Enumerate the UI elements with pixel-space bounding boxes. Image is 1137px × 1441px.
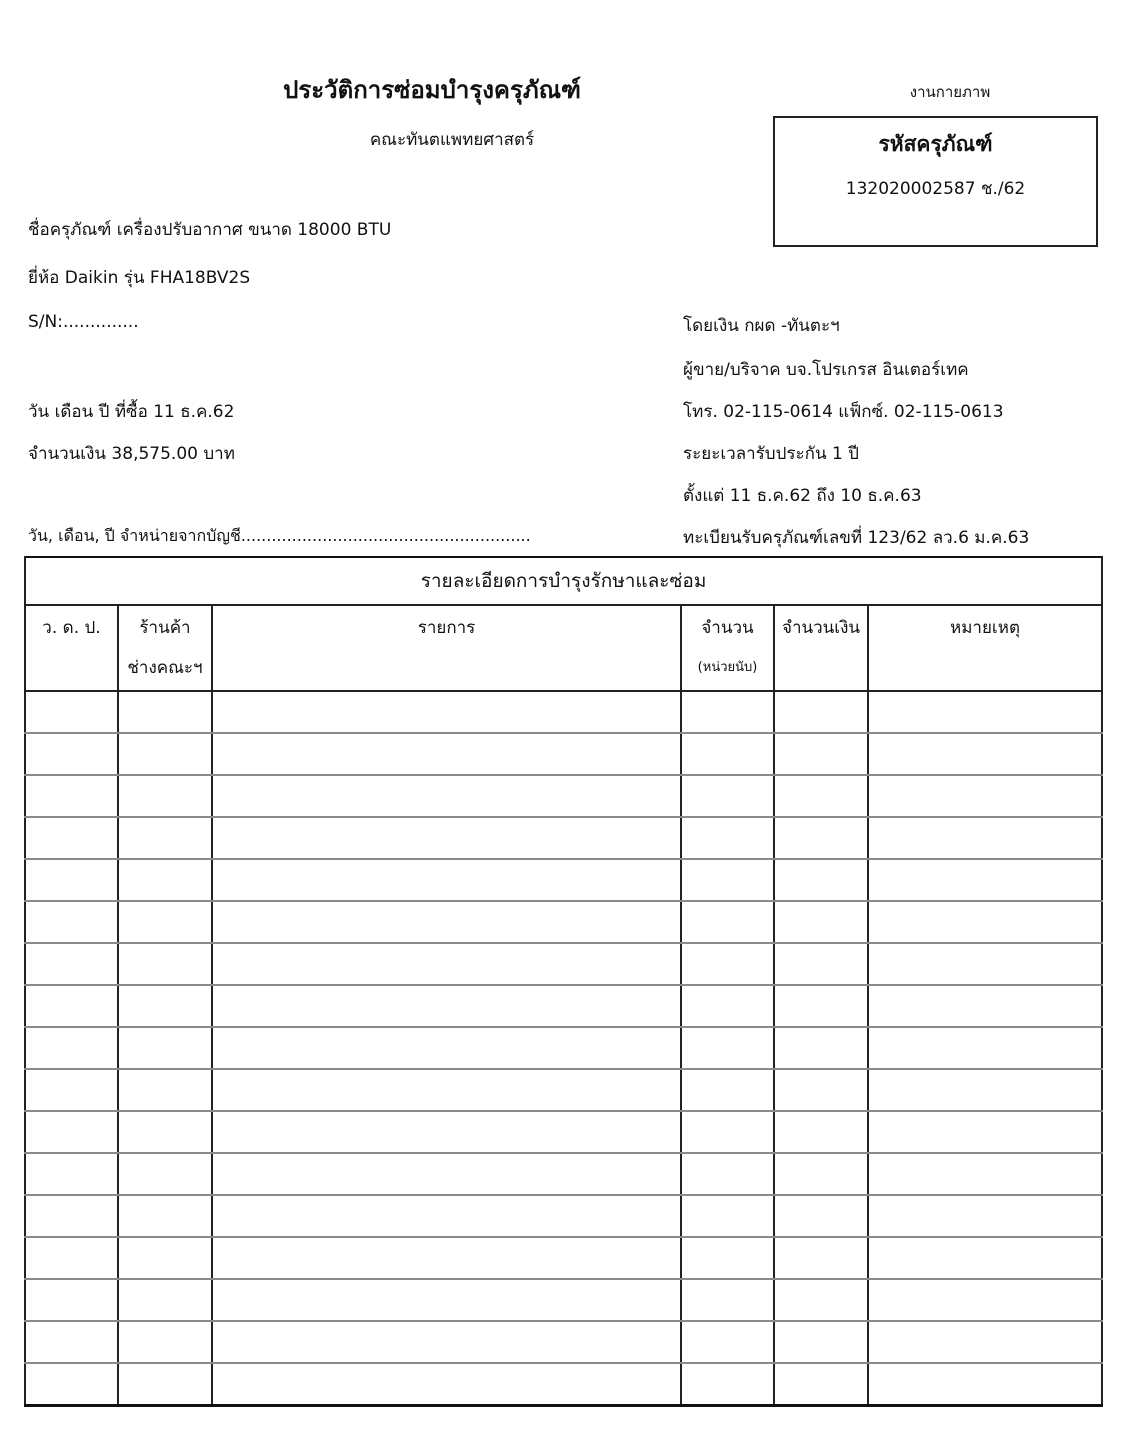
purchase-date: วัน เดือน ปี ที่ซื้อ 11 ธ.ค.62 (28, 402, 235, 422)
cell-amount[interactable] (774, 733, 868, 775)
cell-items[interactable] (212, 1111, 681, 1153)
cell-shop[interactable] (118, 859, 212, 901)
cell-items[interactable] (212, 1027, 681, 1069)
cell-remarks[interactable] (868, 1321, 1102, 1363)
cell-date[interactable] (25, 859, 118, 901)
cell-remarks[interactable] (868, 1279, 1102, 1321)
cell-amount[interactable] (774, 1027, 868, 1069)
table-row (25, 733, 1102, 775)
cell-items[interactable] (212, 733, 681, 775)
disposal-date: วัน, เดือน, ปี จำหน่ายจากบัญชี......................................................... (28, 526, 531, 545)
registration-number: ทะเบียนรับครุภัณฑ์เลขที่ 123/62 ลว.6 ม.ค.63 (683, 528, 1030, 548)
table-row (25, 691, 1102, 733)
cell-items[interactable] (212, 775, 681, 817)
table-header-row (25, 605, 1102, 691)
cell-amount[interactable] (774, 901, 868, 943)
column-header-shop: ร้านค้า ช่างคณะฯ (118, 605, 212, 691)
cell-amount[interactable] (774, 1111, 868, 1153)
cell-date[interactable] (25, 1321, 118, 1363)
cell-quantity[interactable] (681, 1321, 774, 1363)
cell-remarks[interactable] (868, 775, 1102, 817)
cell-date[interactable] (25, 1027, 118, 1069)
table-caption: รายละเอียดการบำรุงรักษาและซ่อม (25, 557, 1102, 605)
cell-remarks[interactable] (868, 1153, 1102, 1195)
cell-quantity[interactable] (681, 733, 774, 775)
equipment-code-value: 132020002587 ช./62 (845, 179, 1026, 199)
cell-items[interactable] (212, 1237, 681, 1279)
brand-model: ยี่ห้อ Daikin รุ่น FHA18BV2S (28, 268, 251, 288)
cell-quantity[interactable] (681, 901, 774, 943)
cell-items[interactable] (212, 1069, 681, 1111)
cell-quantity[interactable] (681, 1153, 774, 1195)
cell-items[interactable] (212, 985, 681, 1027)
cell-date[interactable] (25, 1363, 118, 1406)
cell-shop[interactable] (118, 1027, 212, 1069)
cell-shop[interactable] (118, 691, 212, 733)
table-row (25, 1027, 1102, 1069)
cell-date[interactable] (25, 1069, 118, 1111)
cell-shop[interactable] (118, 985, 212, 1027)
cell-shop[interactable] (118, 1237, 212, 1279)
department-label: งานกายภาพ (909, 83, 991, 101)
cell-remarks[interactable] (868, 817, 1102, 859)
cell-items[interactable] (212, 1321, 681, 1363)
equipment-code-label: รหัสครุภัณฑ์ (878, 132, 993, 156)
cell-amount[interactable] (774, 1237, 868, 1279)
cell-items[interactable] (212, 1153, 681, 1195)
table-row (25, 1237, 1102, 1279)
cell-date[interactable] (25, 1237, 118, 1279)
cell-shop[interactable] (118, 1195, 212, 1237)
cell-remarks[interactable] (868, 1111, 1102, 1153)
cell-shop[interactable] (118, 1153, 212, 1195)
cell-shop[interactable] (118, 817, 212, 859)
cell-remarks[interactable] (868, 1237, 1102, 1279)
cell-amount[interactable] (774, 859, 868, 901)
cell-quantity[interactable] (681, 1111, 774, 1153)
cell-remarks[interactable] (868, 985, 1102, 1027)
cell-quantity[interactable] (681, 1279, 774, 1321)
cell-amount[interactable] (774, 691, 868, 733)
table-row (25, 1153, 1102, 1195)
purchase-amount: จำนวนเงิน 38,575.00 บาท (28, 444, 235, 464)
cell-date[interactable] (25, 901, 118, 943)
cell-shop[interactable] (118, 1111, 212, 1153)
cell-items[interactable] (212, 691, 681, 733)
cell-items[interactable] (212, 1195, 681, 1237)
vendor: ผู้ขาย/บริจาค บจ.โปรเกรส อินเตอร์เทค (683, 360, 969, 380)
cell-shop[interactable] (118, 943, 212, 985)
cell-amount[interactable] (774, 985, 868, 1027)
table-row (25, 817, 1102, 859)
cell-amount[interactable] (774, 1321, 868, 1363)
cell-date[interactable] (25, 775, 118, 817)
page-title: ประวัติการซ่อมบำรุงครุภัณฑ์ (283, 76, 581, 104)
table-row (25, 901, 1102, 943)
cell-items[interactable] (212, 817, 681, 859)
cell-date[interactable] (25, 733, 118, 775)
cell-quantity[interactable] (681, 1027, 774, 1069)
maintenance-log-table (24, 556, 1103, 1407)
cell-amount[interactable] (774, 1153, 868, 1195)
cell-shop[interactable] (118, 901, 212, 943)
warranty-duration: ระยะเวลารับประกัน 1 ปี (683, 444, 859, 464)
table-row (25, 1111, 1102, 1153)
cell-date[interactable] (25, 985, 118, 1027)
table-row (25, 859, 1102, 901)
table-row (25, 1279, 1102, 1321)
cell-remarks[interactable] (868, 1027, 1102, 1069)
faculty-subtitle: คณะทันตแพทยศาสตร์ (369, 130, 535, 150)
column-header-date: ว. ด. ป. (25, 605, 118, 691)
cell-date[interactable] (25, 1111, 118, 1153)
cell-amount[interactable] (774, 1363, 868, 1406)
cell-items[interactable] (212, 859, 681, 901)
cell-amount[interactable] (774, 1195, 868, 1237)
cell-remarks[interactable] (868, 733, 1102, 775)
table-row (25, 1321, 1102, 1363)
equipment-code-box (773, 116, 1098, 247)
cell-remarks[interactable] (868, 859, 1102, 901)
cell-quantity[interactable] (681, 1195, 774, 1237)
cell-date[interactable] (25, 1153, 118, 1195)
cell-quantity[interactable] (681, 943, 774, 985)
table-row (25, 775, 1102, 817)
cell-remarks[interactable] (868, 1363, 1102, 1406)
cell-items[interactable] (212, 1279, 681, 1321)
vendor-phone: โทร. 02-115-0614 แฟ็กซ์. 02-115-0613 (683, 402, 1004, 422)
cell-date[interactable] (25, 1195, 118, 1237)
cell-quantity[interactable] (681, 1069, 774, 1111)
cell-remarks[interactable] (868, 1195, 1102, 1237)
cell-quantity[interactable] (681, 817, 774, 859)
cell-amount[interactable] (774, 817, 868, 859)
cell-remarks[interactable] (868, 1069, 1102, 1111)
cell-remarks[interactable] (868, 943, 1102, 985)
cell-shop[interactable] (118, 733, 212, 775)
cell-remarks[interactable] (868, 691, 1102, 733)
table-row (25, 1195, 1102, 1237)
cell-quantity[interactable] (681, 859, 774, 901)
cell-items[interactable] (212, 1363, 681, 1406)
cell-date[interactable] (25, 817, 118, 859)
column-header-items: รายการ (212, 605, 681, 691)
funding-source: โดยเงิน กผด -ทันตะฯ (683, 316, 840, 336)
warranty-period: ตั้งแต่ 11 ธ.ค.62 ถึง 10 ธ.ค.63 (683, 486, 922, 506)
cell-quantity[interactable] (681, 985, 774, 1027)
column-header-amount: จำนวนเงิน (774, 605, 868, 691)
cell-date[interactable] (25, 691, 118, 733)
cell-shop[interactable] (118, 1321, 212, 1363)
cell-items[interactable] (212, 901, 681, 943)
cell-amount[interactable] (774, 775, 868, 817)
cell-quantity[interactable] (681, 691, 774, 733)
serial-number: S/N:.............. (28, 312, 139, 332)
table-row (25, 985, 1102, 1027)
cell-amount[interactable] (774, 1069, 868, 1111)
cell-shop[interactable] (118, 1363, 212, 1406)
cell-items[interactable] (212, 943, 681, 985)
cell-date[interactable] (25, 1279, 118, 1321)
cell-shop[interactable] (118, 1069, 212, 1111)
table-row (25, 1363, 1102, 1406)
table-row (25, 1069, 1102, 1111)
column-header-quantity: จำนวน (หน่วยนับ) (681, 605, 774, 691)
cell-amount[interactable] (774, 1279, 868, 1321)
column-header-remarks: หมายเหตุ (868, 605, 1102, 691)
cell-amount[interactable] (774, 943, 868, 985)
cell-remarks[interactable] (868, 901, 1102, 943)
equipment-name: ชื่อครุภัณฑ์ เครื่องปรับอากาศ ขนาด 18000 BTU (28, 220, 392, 240)
cell-date[interactable] (25, 943, 118, 985)
cell-shop[interactable] (118, 775, 212, 817)
cell-shop[interactable] (118, 1279, 212, 1321)
table-row (25, 943, 1102, 985)
cell-quantity[interactable] (681, 1237, 774, 1279)
cell-quantity[interactable] (681, 775, 774, 817)
cell-quantity[interactable] (681, 1363, 774, 1406)
